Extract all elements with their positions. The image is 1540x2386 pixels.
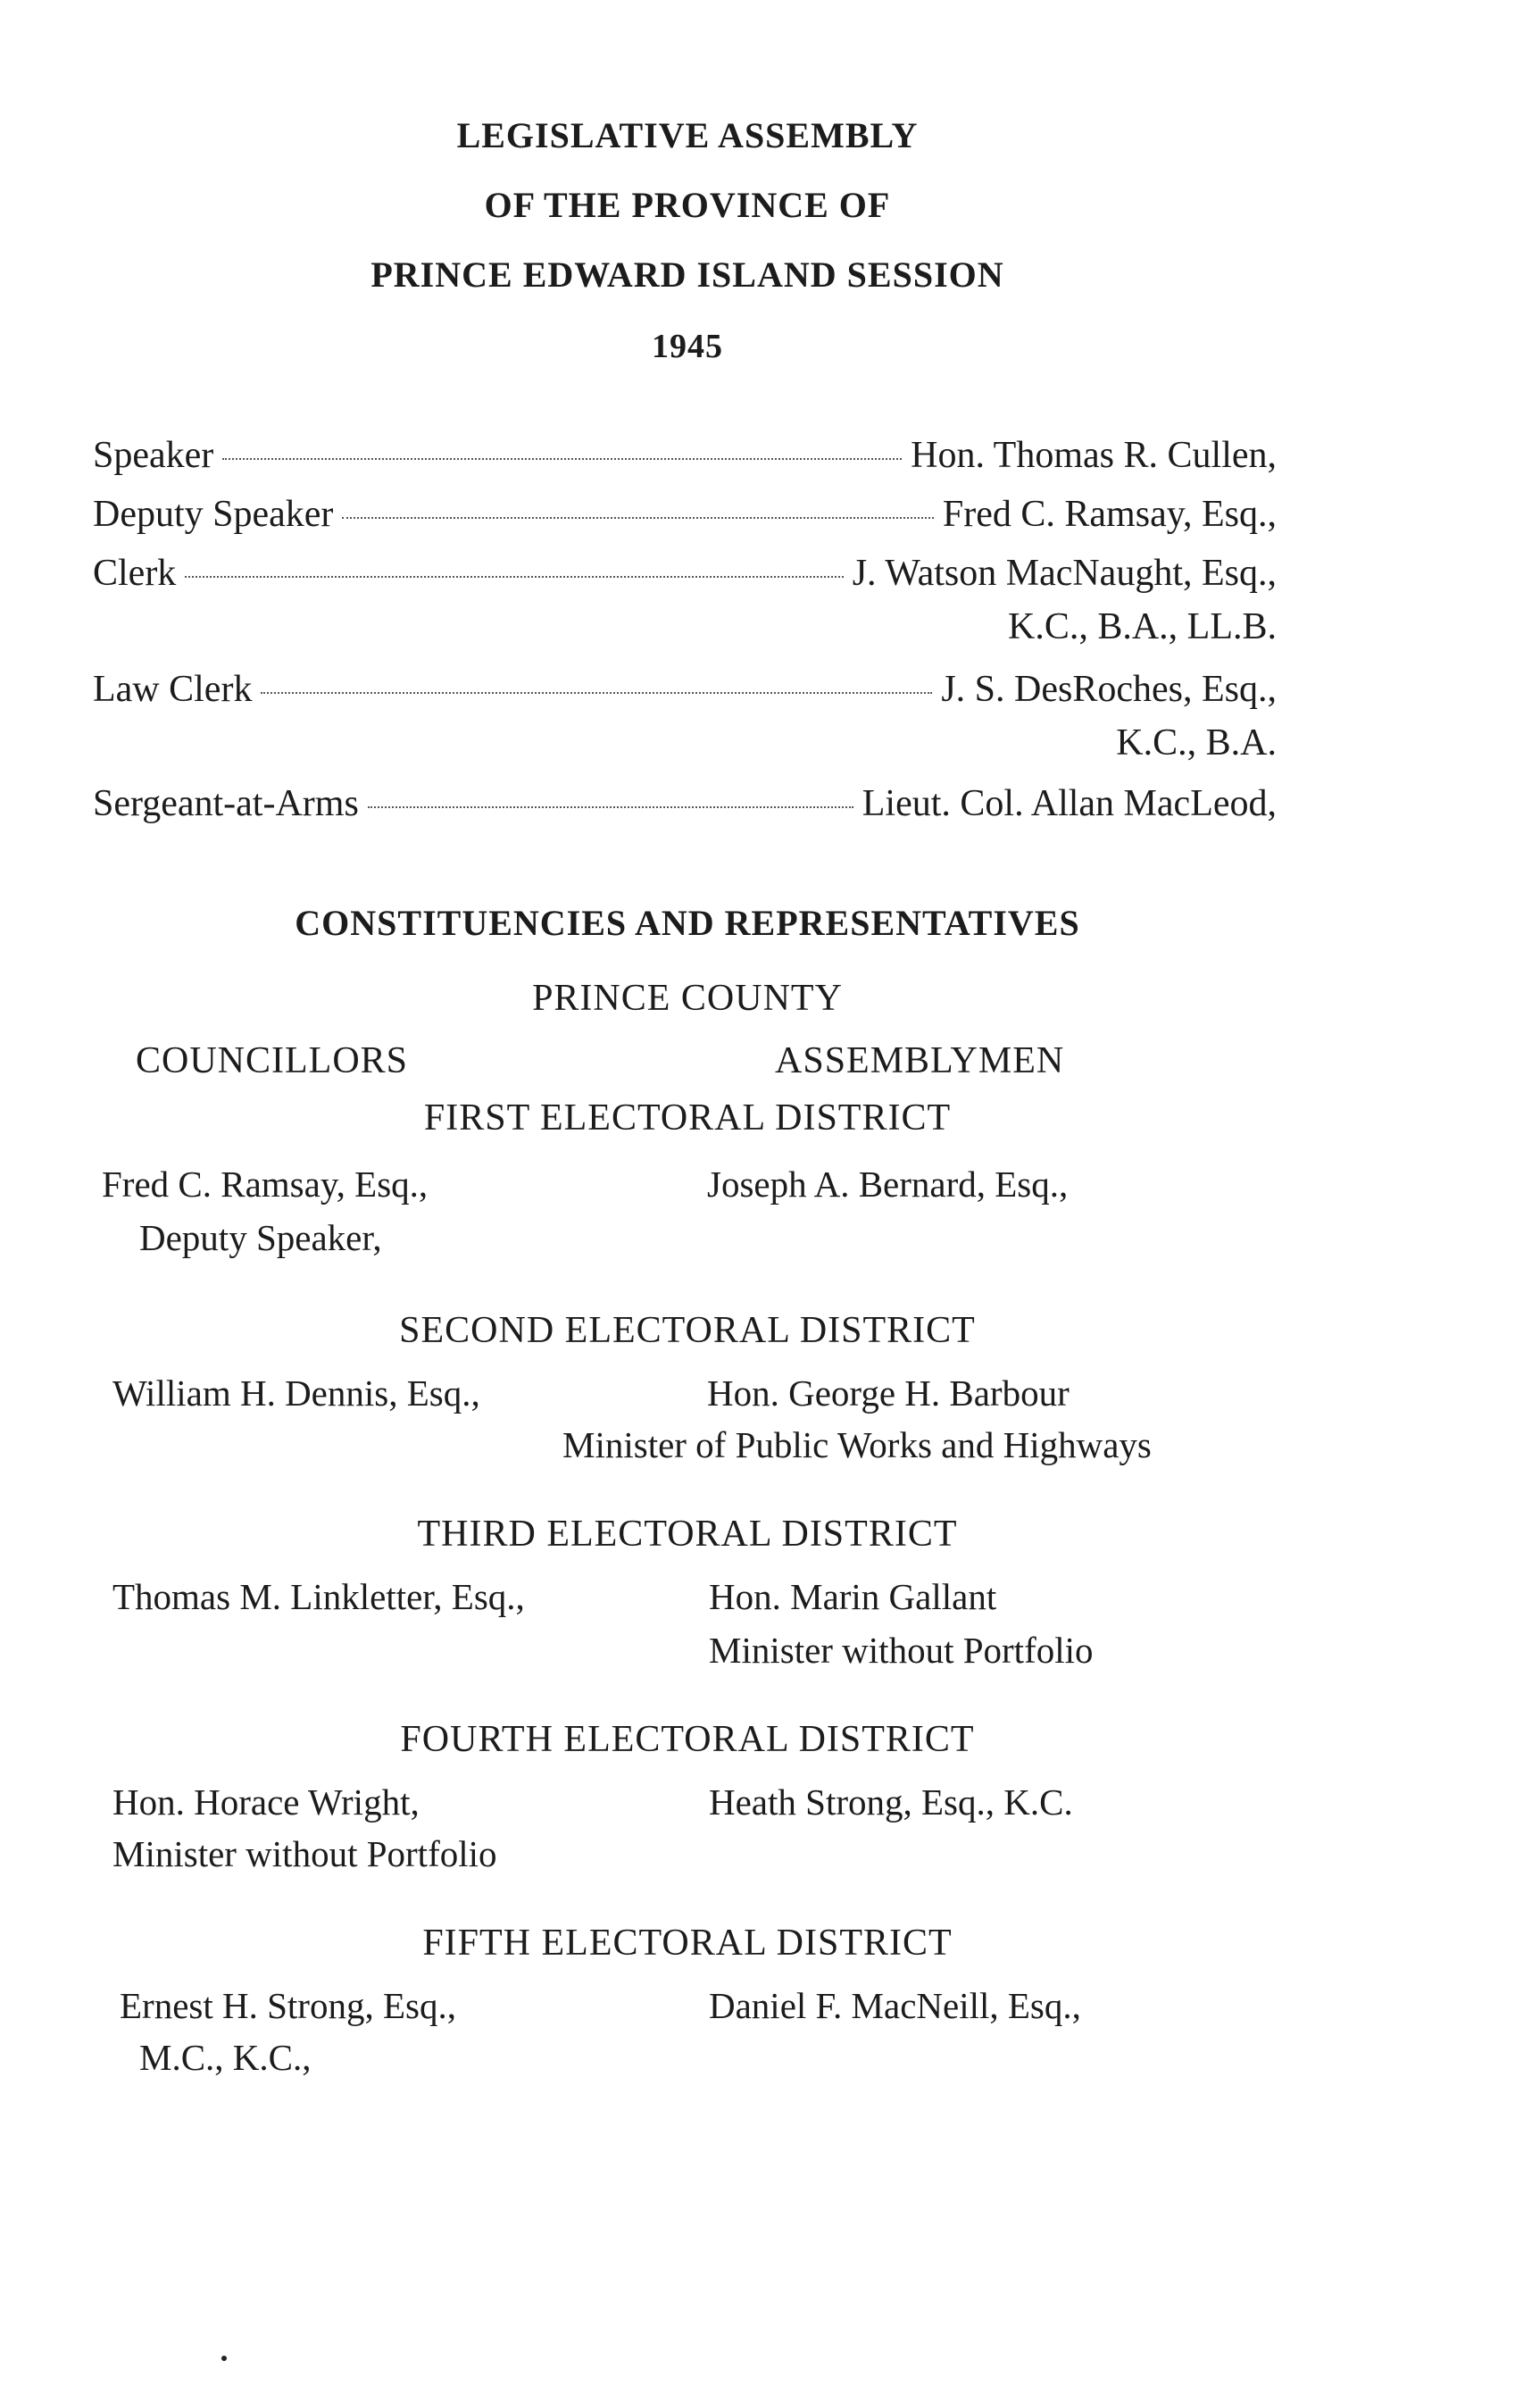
officer-row-deputy-speaker: [93, 493, 1277, 539]
leader-dots: [368, 806, 853, 808]
officer-row-sergeant-at-arms: [93, 782, 1277, 829]
heading-line-3: PRINCE EDWARD ISLAND SESSION: [370, 254, 1004, 295]
councillor-name: Ernest H. Strong, Esq.,: [120, 1985, 456, 2026]
councillor-title: Deputy Speaker,: [139, 1217, 382, 1258]
officer-holder: J. Watson MacNaught, Esq.,: [852, 553, 1277, 594]
leader-dots: [342, 517, 933, 519]
constituencies-title: CONSTITUENCIES AND REPRESENTATIVES: [295, 903, 1080, 943]
district-heading: FIRST ELECTORAL DISTRICT: [423, 1097, 952, 1139]
officer-holder: Lieut. Col. Allan MacLeod,: [862, 783, 1277, 824]
heading-line-2: OF THE PROVINCE OF: [484, 185, 891, 225]
assemblyman-portfolio: Minister of Public Works and Highways: [562, 1424, 1152, 1465]
officer-row-clerk: [93, 552, 1277, 598]
officer-holder: J. S. DesRoches, Esq.,: [941, 669, 1277, 710]
county-name: PRINCE COUNTY: [532, 978, 843, 1019]
officer-holder: Hon. Thomas R. Cullen,: [911, 435, 1277, 476]
district-heading: FOURTH ELECTORAL DISTRICT: [400, 1719, 975, 1760]
officer-qualifications-clerk: K.C., B.A., LL.B.: [1007, 606, 1277, 647]
assemblyman-name: Joseph A. Bernard, Esq.,: [707, 1164, 1069, 1205]
heading-line-1: LEGISLATIVE ASSEMBLY: [456, 115, 919, 155]
assemblyman-name: Heath Strong, Esq., K.C.: [709, 1781, 1073, 1823]
officer-holder: Fred C. Ramsay, Esq.,: [942, 494, 1277, 535]
district-heading: SECOND ELECTORAL DISTRICT: [399, 1310, 976, 1351]
assemblyman-portfolio: Minister without Portfolio: [709, 1630, 1094, 1671]
officer-row-law-clerk: [93, 668, 1277, 714]
leader-dots: [222, 458, 902, 460]
councillor-name: Hon. Horace Wright,: [112, 1781, 420, 1823]
print-speck: [221, 2356, 227, 2361]
officer-title: Speaker: [93, 435, 214, 476]
district-heading: THIRD ELECTORAL DISTRICT: [417, 1514, 958, 1555]
officer-row-speaker: [93, 434, 1277, 480]
councillor-name: Thomas M. Linkletter, Esq.,: [112, 1576, 525, 1617]
leader-dots: [185, 576, 843, 578]
assemblyman-name: Hon. George H. Barbour: [707, 1372, 1070, 1414]
column-header-councillors: COUNCILLORS: [136, 1040, 409, 1081]
officer-title: Deputy Speaker: [93, 494, 334, 535]
officer-qualifications-law-clerk: K.C., B.A.: [1116, 722, 1277, 763]
officer-title: Law Clerk: [93, 669, 253, 710]
officer-title: Sergeant-at-Arms: [93, 783, 359, 824]
assemblyman-name: Hon. Marin Gallant: [709, 1576, 997, 1617]
district-heading: FIFTH ELECTORAL DISTRICT: [422, 1923, 953, 1964]
assemblyman-name: Daniel F. MacNeill, Esq.,: [709, 1985, 1081, 2026]
councillor-qualifications: M.C., K.C.,: [139, 2037, 312, 2078]
officer-title: Clerk: [93, 553, 177, 594]
councillor-name: William H. Dennis, Esq.,: [112, 1372, 480, 1414]
councillor-name: Fred C. Ramsay, Esq.,: [102, 1164, 429, 1205]
councillor-portfolio: Minister without Portfolio: [112, 1833, 497, 1874]
leader-dots: [261, 692, 932, 694]
session-year: 1945: [652, 328, 723, 365]
column-header-assemblymen: ASSEMBLYMEN: [775, 1040, 1065, 1081]
